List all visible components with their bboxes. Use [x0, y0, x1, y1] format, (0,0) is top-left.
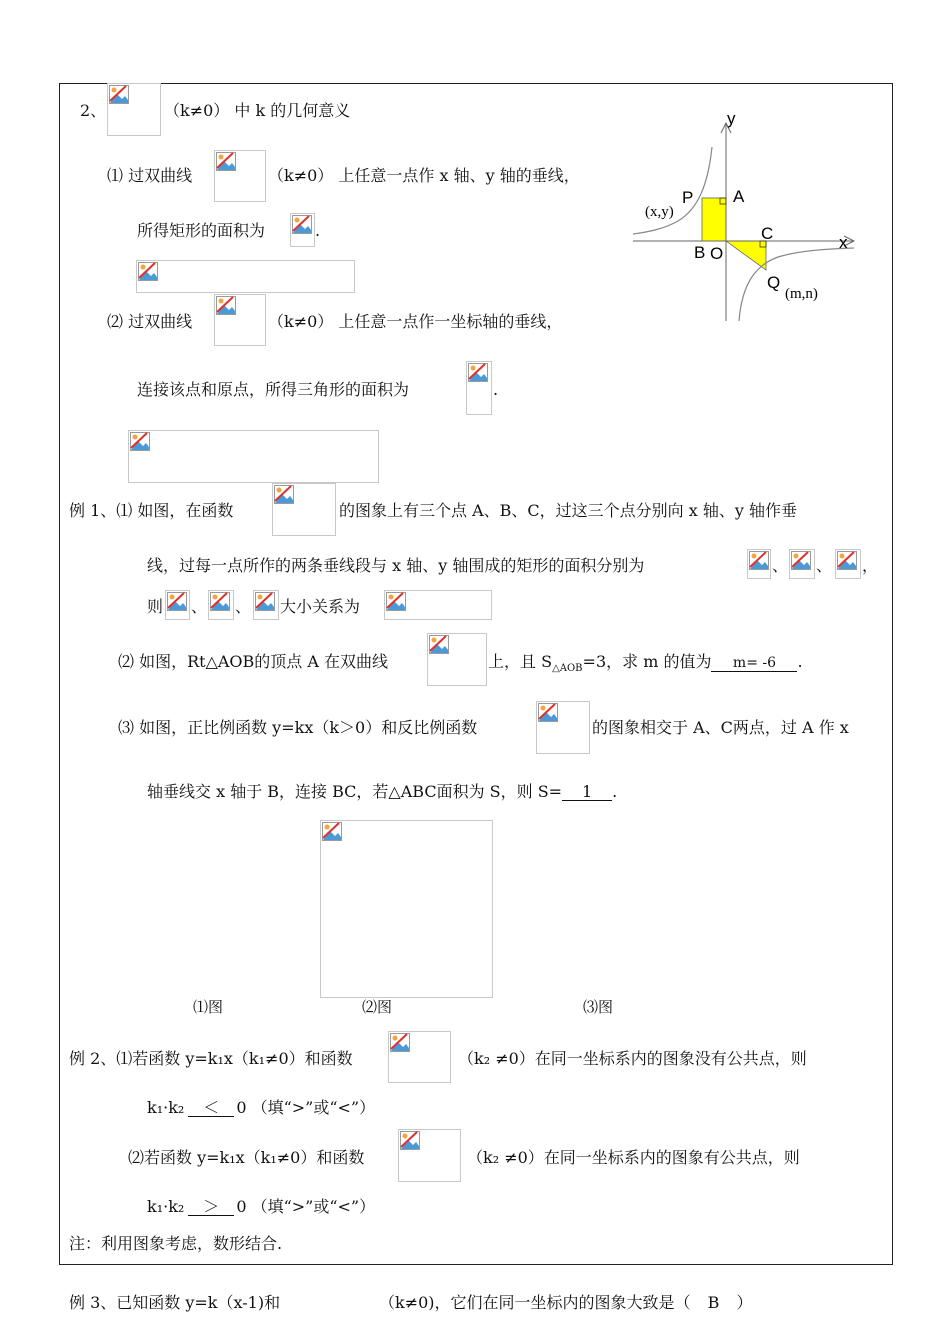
broken-image-icon: [386, 592, 406, 611]
separator: 、: [816, 556, 833, 575]
ex1-p2-a: ⑵ 如图，Rt△AOB的顶点 A 在双曲线: [118, 652, 389, 671]
broken-image-icon: [390, 1033, 410, 1052]
ex1-p2-sub: △AOB: [552, 663, 583, 675]
point-q-label: Q: [767, 273, 781, 292]
broken-image-icon: [400, 1131, 420, 1150]
formula-image: [747, 549, 771, 579]
item2-line1-a: ⑵ 过双曲线: [107, 312, 193, 331]
ex3-text-a: 例 3、已知函数 y=k（x-1)和: [69, 1293, 281, 1312]
point-p-label: P: [682, 188, 694, 207]
formula-image: [398, 1129, 461, 1182]
ex3-text-end: ）: [736, 1293, 753, 1312]
formula-image: [835, 549, 861, 579]
formula-image: [427, 633, 487, 686]
ex1-p3-end: .: [612, 782, 618, 801]
ex2-p2-b: （k₂ ≠0）在同一坐标系内的图象有公共点，则: [467, 1148, 800, 1167]
broken-image-icon: [130, 432, 150, 451]
ex1-p2-b: [488, 652, 803, 679]
ex2-note: 注：利用图象考虑，数形结合.: [69, 1234, 283, 1253]
broken-image-icon: [216, 152, 236, 171]
hyperbola-branch-left: [633, 147, 712, 234]
point-b-label: B: [694, 243, 706, 262]
formula-image: [214, 294, 266, 346]
ex2-p1-a: 例 2、⑴若函数 y=k₁x（k₁≠0）和函数: [69, 1049, 353, 1068]
broken-image-icon: [749, 551, 769, 570]
ex1-p3-line2: [147, 782, 617, 802]
formula-image: [136, 260, 355, 293]
broken-image-icon: [538, 703, 558, 722]
item2-line2: 连接该点和原点，所得三角形的面积为: [137, 380, 410, 399]
broken-image-icon: [274, 485, 294, 504]
broken-image-icon: [255, 592, 275, 611]
formula-image: [466, 361, 492, 415]
ex1-p1-line3-a: 则: [147, 597, 164, 616]
item2-end: .: [493, 380, 499, 399]
hyperbola-diagram: [628, 103, 860, 325]
ex1-p1-line3-b: 大小关系为: [280, 597, 361, 616]
figure-image: [320, 820, 493, 998]
ex2-p1-answer: ＜: [188, 1100, 234, 1117]
point-p-coords: (x,y): [645, 204, 674, 220]
ex2-p2-line2: [147, 1197, 375, 1217]
broken-image-icon: [109, 85, 129, 104]
ex1-p2-b-text: 上，且 S: [488, 652, 553, 671]
y-axis-label: y: [727, 109, 736, 128]
item1-line2: 所得矩形的面积为: [137, 221, 266, 240]
ex2-p2-line2-text: k₁·k₂: [147, 1197, 185, 1216]
formula-image: [290, 213, 315, 247]
separator: 、: [191, 597, 208, 616]
ex2-p1-b: （k₂ ≠0）在同一坐标系内的图象没有公共点，则: [458, 1049, 807, 1068]
broken-image-icon: [216, 296, 236, 315]
point-q-coords: (m,n): [785, 286, 818, 302]
formula-image: [384, 590, 492, 620]
ex1-p3-answer: 1: [562, 784, 612, 801]
broken-image-icon: [292, 215, 312, 234]
ex1-p3-line2-text: 轴垂线交 x 轴于 B，连接 BC，若△ABC面积为 S，则 S=: [147, 782, 563, 801]
formula-image: [208, 590, 234, 620]
ex1-p3-a: ⑶ 如图，正比例函数 y=kx（k＞0）和反比例函数: [118, 718, 478, 737]
ex1-p1-a: 例 1、⑴ 如图，在函数: [69, 501, 234, 520]
broken-image-icon: [468, 363, 488, 382]
ex2-p2-answer: ＞: [188, 1199, 234, 1216]
ex2-p1-line2: [147, 1098, 375, 1118]
broken-image-icon: [837, 551, 857, 570]
item2-line1-b: （k≠0） 上任意一点作一坐标轴的垂线，: [268, 312, 563, 331]
section2-title-prefix: 2、: [80, 101, 107, 120]
origin-label: O: [710, 244, 724, 263]
ex2-p1-line2-tail: 0 （填“>”或“<”）: [236, 1098, 376, 1117]
ex2-p2-line2-tail: 0 （填“>”或“<”）: [236, 1197, 376, 1216]
rectangle-shading: [702, 198, 726, 241]
ex3-answer: B: [707, 1293, 720, 1312]
item1-end: .: [315, 221, 321, 240]
broken-image-icon: [322, 822, 342, 841]
ex3-text-b: [379, 1293, 753, 1313]
ex1-p1-line2: 线，过每一点所作的两条垂线段与 x 轴、y 轴围成的矩形的面积分别为: [147, 556, 645, 575]
figure-caption-3: ⑶图: [583, 998, 614, 1016]
broken-image-icon: [210, 592, 230, 611]
ex1-p3-b: 的图象相交于 A、C两点，过 A 作 x: [592, 718, 849, 737]
formula-image: [214, 150, 266, 202]
x-axis-label: x: [839, 233, 848, 252]
point-a-label: A: [733, 187, 745, 206]
formula-image: [128, 430, 379, 483]
ex3-text-b-text: （k≠0)，它们在同一坐标内的图象大致是（: [379, 1293, 691, 1312]
formula-image: [165, 590, 190, 620]
item1-line1-a: ⑴ 过双曲线: [107, 166, 193, 185]
broken-image-icon: [429, 635, 449, 654]
formula-image: [789, 549, 815, 579]
formula-image: [388, 1031, 451, 1083]
point-c-label: C: [761, 224, 774, 243]
item1-line1-b: （k≠0） 上任意一点作 x 轴、y 轴的垂线，: [268, 166, 580, 185]
ex1-p1-b: 的图象上有三个点 A、B、C，过这三个点分别向 x 轴、y 轴作垂: [339, 501, 797, 520]
section2-title-suffix: （k≠0） 中 k 的几何意义: [164, 101, 351, 120]
formula-image: [107, 83, 161, 136]
ex1-p2-end: .: [797, 652, 803, 671]
ex2-p1-line2-text: k₁·k₂: [147, 1098, 185, 1117]
separator: 、: [235, 597, 252, 616]
broken-image-icon: [167, 592, 187, 611]
broken-image-icon: [791, 551, 811, 570]
ex2-p2-a: ⑵若函数 y=k₁x（k₁≠0）和函数: [128, 1148, 365, 1167]
separator: 、: [772, 556, 789, 575]
formula-image: [272, 483, 336, 536]
formula-image: [536, 701, 590, 754]
figure-caption-2: ⑵图: [362, 998, 393, 1016]
figure-caption-1: ⑴图: [193, 998, 224, 1016]
ex1-p2-c: =3，求 m 的值为: [582, 652, 712, 671]
formula-image: [253, 590, 279, 620]
broken-image-icon: [138, 262, 158, 281]
comma: ，: [862, 556, 879, 575]
ex1-p2-answer: m= -6: [711, 655, 797, 672]
